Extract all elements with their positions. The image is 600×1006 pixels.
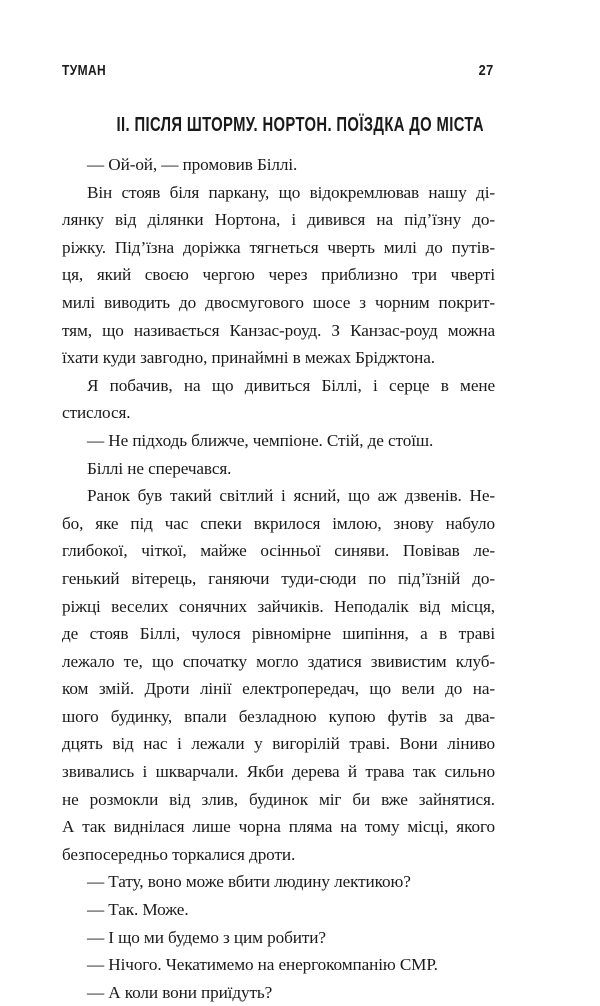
text-line: — А коли вони приїдуть? bbox=[87, 982, 273, 1002]
text-line: безпосередньо торкалися дроти. bbox=[62, 844, 296, 864]
chapter-heading-text: ІІ. ПІСЛЯ ШТОРМУ. НОРТОН. ПОЇЗДКА ДО МІСТА bbox=[116, 114, 484, 136]
text-line: бо, яке під час спеки вкрилося імлою, знову набуло bbox=[62, 513, 495, 533]
text-line: ріжці веселих сонячних зайчиків. Неподалік від місця, bbox=[62, 596, 495, 616]
text-line: — Ой-ой, — промовив Біллі. bbox=[87, 155, 298, 174]
text-line: не розмокли від злив, будинок міг би вже зайнятися. bbox=[62, 789, 495, 809]
body-text bbox=[62, 151, 495, 1006]
text-line: — Так. Може. bbox=[87, 900, 189, 920]
text-line: Я побачив, на що дивиться Біллі, і серце в мене bbox=[87, 375, 495, 395]
text-line: генький вітерець, ганяючи туди-сюди по під’їзній до- bbox=[62, 568, 495, 588]
text-line: тям, що називається Канзас-роуд. З Канзас-роуд можна bbox=[62, 320, 495, 340]
text-line: лянку від ділянки Нортона, і дивився на під’їзну до- bbox=[62, 210, 495, 230]
text-line: милі виводить до двосмугового шосе з чорним покрит- bbox=[62, 292, 495, 312]
text-line: їхати куди завгодно, принаймні в межах Бріджтона. bbox=[62, 348, 436, 368]
text-line: лежало те, що спочатку могло здатися звивистим клуб- bbox=[62, 651, 495, 671]
text-line: Біллі не сперечався. bbox=[87, 458, 232, 478]
chapter-heading bbox=[0, 113, 600, 137]
text-line: ком змій. Дроти лінії електропередач, що вели до на- bbox=[62, 679, 495, 699]
text-line: ця, який своєю чергою через приблизно три чверті bbox=[62, 265, 495, 285]
text-line: — Не підходь ближче, чемпіоне. Стій, де стоїш. bbox=[87, 430, 434, 450]
text-line: — Нічого. Чекатимемо на енергокомпанію СМР. bbox=[87, 955, 438, 975]
page-number: 27 bbox=[478, 62, 494, 79]
text-line: шого будинку, впали безладною купою футів за два- bbox=[62, 706, 495, 726]
book-title: ТУМАН bbox=[62, 62, 107, 79]
text-line: Він стояв біля паркану, що відокремлював нашу ді- bbox=[87, 182, 495, 202]
text-line: глибокої, чіткої, майже осінньої синяви. Повівав ле- bbox=[62, 541, 495, 561]
text-line: Ранок був такий світлий і ясний, що аж дзвенів. Не- bbox=[87, 486, 495, 506]
running-head bbox=[62, 62, 494, 86]
text-line: — І що ми будемо з цим робити? bbox=[87, 927, 326, 947]
text-line: стислося. bbox=[62, 403, 131, 423]
text-line: звивались і шкварчали. Якби дерева й трава так сильно bbox=[62, 762, 495, 782]
text-line: дцять від нас і лежали у вигорілій траві. Вони ліниво bbox=[62, 734, 495, 754]
text-line: ріжку. Під’їзна доріжка тягнеться чверть милі до путів- bbox=[62, 237, 495, 257]
text-line: — Тату, воно може вбити людину лектикою? bbox=[87, 872, 411, 892]
text-line: де стояв Біллі, чулося рівномірне шипіння, а в траві bbox=[62, 624, 495, 644]
text-line: А так виднілася лише чорна пляма на тому місці, якого bbox=[62, 817, 495, 837]
